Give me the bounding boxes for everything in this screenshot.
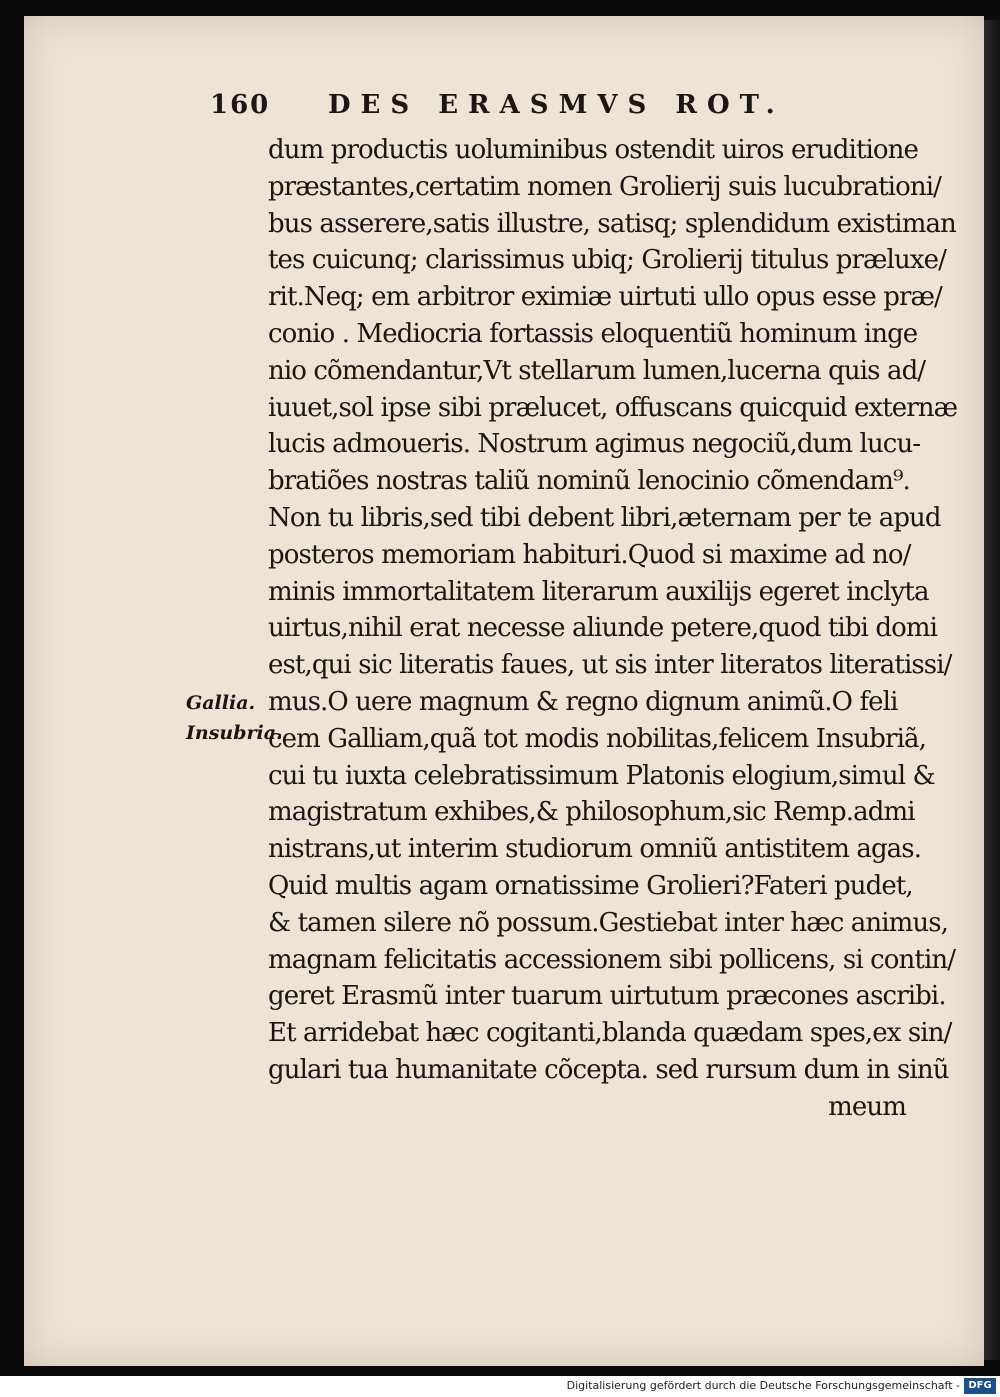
text-line: lucis admoueris. Nostrum agimus negociũ,dum lucu- bbox=[268, 429, 921, 460]
running-head bbox=[210, 88, 910, 128]
text-line: minis immortalitatem literarum auxilijs egeret inclyta bbox=[268, 576, 929, 607]
text-line: dum productis uoluminibus ostendit uiros eruditione bbox=[268, 135, 919, 165]
footer-bar bbox=[0, 1376, 1000, 1397]
text-line: posteros memoriam habituri.Quod si maxime ad no/ bbox=[268, 539, 911, 570]
marginal-note-insubria: Insubria. bbox=[186, 722, 283, 744]
text-line: mus.O uere magnum & regno dignum animũ.O feli bbox=[268, 686, 898, 717]
text-line: Et arridebat hæc cogitanti,blanda quædam spes,ex sin/ bbox=[268, 1018, 952, 1049]
text-line: bratiões nostras taliũ nominũ lenocinio cõmendam⁹. bbox=[268, 466, 910, 497]
text-line: geret Erasmũ inter tuarum uirtutum præcones ascribi. bbox=[268, 981, 946, 1012]
catchword: meum bbox=[828, 1091, 906, 1122]
text-line: tes cuicunq; clarissimus ubiq; Grolierij titulus præluxe/ bbox=[268, 245, 946, 276]
text-line: bus asserere,satis illustre, satisq; splendidum existiman bbox=[268, 208, 956, 239]
running-head-title: DES ERASMVS ROT. bbox=[328, 90, 785, 120]
text-line: conio . Mediocria fortassis eloquentiũ hominum inge bbox=[268, 318, 918, 349]
text-line: & tamen silere nõ possum.Gestiebat inter hæc animus, bbox=[268, 907, 949, 938]
text-line: uirtus,nihil erat necesse aliunde petere,quod tibi domi bbox=[268, 613, 938, 644]
text-line: nistrans,ut interim studiorum omniũ antistitem agas. bbox=[268, 834, 922, 865]
body-text bbox=[268, 132, 958, 1126]
marginal-note-gallia: Gallia. bbox=[186, 692, 256, 714]
page-edge bbox=[984, 20, 1000, 1360]
text-line: iuuet,sol ipse sibi prælucet, offuscans quicquid externæ bbox=[268, 392, 958, 423]
text-line: est,qui sic literatis faues, ut sis inter literatos literatissi/ bbox=[268, 650, 952, 681]
dfg-logo-icon: DFG bbox=[964, 1378, 996, 1394]
text-line: Non tu libris,sed tibi debent libri,æternam per te apud bbox=[268, 502, 941, 533]
text-line: magistratum exhibes,& philosophum,sic Remp.admi bbox=[268, 797, 915, 828]
folio-number: 160 bbox=[210, 90, 271, 120]
text-line: magnam felicitatis accessionem sibi pollicens, si contin/ bbox=[268, 944, 956, 975]
text-line: cem Galliam,quã tot modis nobilitas,felicem Insubriã, bbox=[268, 723, 926, 754]
funding-credit: Digitalisierung gefördert durch die Deutsche Forschungsgemeinschaft - bbox=[566, 1379, 960, 1392]
text-line: cui tu iuxta celebratissimum Platonis elogium,simul & bbox=[268, 760, 935, 791]
text-line: Quid multis agam ornatissime Grolieri?Fateri pudet, bbox=[268, 870, 913, 901]
text-line: nio cõmendantur,Vt stellarum lumen,lucerna quis ad/ bbox=[268, 355, 926, 386]
text-line: præstantes,certatim nomen Grolierij suis lucubrationi/ bbox=[268, 171, 941, 202]
text-line: gulari tua humanitate cõcepta. sed rursum dum in sinũ bbox=[268, 1054, 949, 1085]
text-line: rit.Neq; em arbitror eximiæ uirtuti ullo opus esse præ/ bbox=[268, 282, 942, 313]
